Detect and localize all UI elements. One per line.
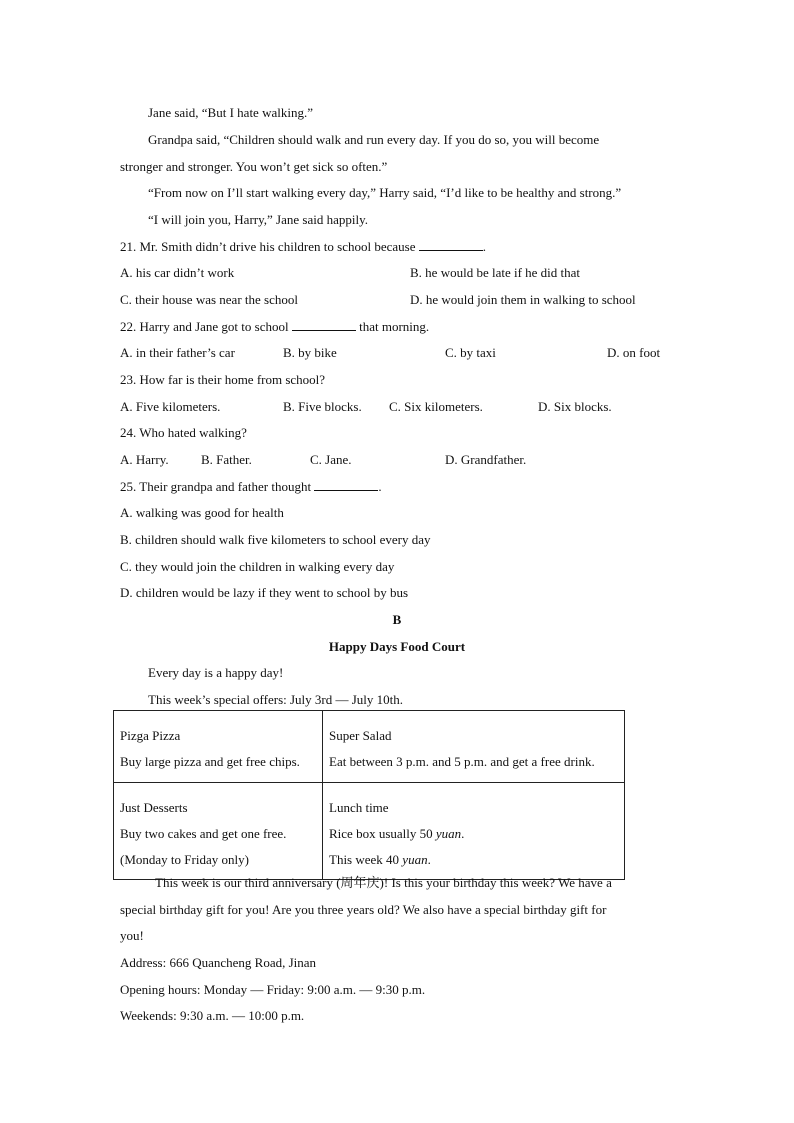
offer-desc: Buy two cakes and get one free. xyxy=(120,826,287,841)
anniversary-line-3: you! xyxy=(120,928,144,943)
answer-blank xyxy=(419,239,483,251)
offer-week-price xyxy=(329,847,618,873)
option-22c: C. by taxi xyxy=(445,345,496,360)
option-24d: D. Grandfather. xyxy=(445,452,527,467)
question-end: that morning. xyxy=(359,319,430,334)
section-title: Happy Days Food Court xyxy=(328,639,466,654)
offer-cell-desserts xyxy=(114,783,323,880)
question-21 xyxy=(120,239,486,255)
story-line-2: Grandpa said, “Children should walk and run every day. If you do so, you will become xyxy=(148,132,600,147)
story-line-3: stronger and stronger. You won’t get sick so often.” xyxy=(120,159,388,174)
address: Address: 666 Quancheng Road, Jinan xyxy=(120,955,317,970)
option-22b: B. by bike xyxy=(283,345,337,360)
section-label: B xyxy=(392,612,402,627)
price-end: . xyxy=(427,852,431,867)
option-25d: D. children would be lazy if they went to school by bus xyxy=(120,585,409,600)
anniversary-line-1: This week is our third anniversary (周年庆)! Is this your birthday this week? We have a xyxy=(155,875,612,890)
table-row xyxy=(114,783,625,880)
question-22 xyxy=(120,319,429,335)
offer-cell-salad xyxy=(323,711,625,783)
answer-blank xyxy=(314,479,378,491)
option-25b: B. children should walk five kilometers to school every day xyxy=(120,532,431,547)
anniversary-line-2: special birthday gift for you! Are you three years old? We also have a special birthday gift for xyxy=(120,902,607,917)
option-21c: C. their house was near the school xyxy=(120,292,298,307)
offers-table xyxy=(113,710,625,880)
hours-weekend: Weekends: 9:30 a.m. — 10:00 p.m. xyxy=(120,1008,305,1023)
offer-name: Lunch time xyxy=(329,800,389,815)
story-line-1: Jane said, “But I hate walking.” xyxy=(148,105,313,120)
option-21b: B. he would be late if he did that xyxy=(410,265,581,280)
offer-name: Super Salad xyxy=(329,728,392,743)
question-stem: 21. Mr. Smith didn’t drive his children to school because xyxy=(120,239,416,254)
option-24b: B. Father. xyxy=(201,452,252,467)
offer-desc: Eat between 3 p.m. and 5 p.m. and get a free drink. xyxy=(329,754,595,769)
question-end: . xyxy=(378,479,382,494)
question-stem: 22. Harry and Jane got to school xyxy=(120,319,289,334)
intro-line-1: Every day is a happy day! xyxy=(148,665,284,680)
option-21d: D. he would join them in walking to school xyxy=(410,292,636,307)
story-line-4: “From now on I’ll start walking every day,” Harry said, “I’d like to be healthy and strong.” xyxy=(148,185,622,200)
question-25 xyxy=(120,479,382,495)
offer-name: Pizga Pizza xyxy=(120,728,181,743)
option-22a: A. in their father’s car xyxy=(120,345,235,360)
option-23b: B. Five blocks. xyxy=(283,399,362,414)
option-23d: D. Six blocks. xyxy=(538,399,612,414)
currency-unit: yuan xyxy=(435,826,462,841)
question-24: 24. Who hated walking? xyxy=(120,425,247,440)
option-25a: A. walking was good for health xyxy=(120,505,284,520)
offer-cell-pizza xyxy=(114,711,323,783)
option-25c: C. they would join the children in walking every day xyxy=(120,559,395,574)
answer-blank xyxy=(292,319,356,331)
option-24c: C. Jane. xyxy=(310,452,352,467)
price-text: This week 40 xyxy=(329,852,400,867)
offer-name: Just Desserts xyxy=(120,800,188,815)
hours-weekday: Opening hours: Monday — Friday: 9:00 a.m. — 9:30 p.m. xyxy=(120,982,426,997)
option-24a: A. Harry. xyxy=(120,452,169,467)
option-22d: D. on foot xyxy=(607,345,661,360)
question-23: 23. How far is their home from school? xyxy=(120,372,326,387)
story-line-5: “I will join you, Harry,” Jane said happily. xyxy=(148,212,368,227)
table-row xyxy=(114,711,625,783)
question-stem: 25. Their grandpa and father thought xyxy=(120,479,312,494)
offer-cell-lunch xyxy=(323,783,625,880)
offer-desc: Buy large pizza and get free chips. xyxy=(120,754,300,769)
option-23a: A. Five kilometers. xyxy=(120,399,221,414)
intro-line-2: This week’s special offers: July 3rd — July 10th. xyxy=(148,692,404,707)
price-text: Rice box usually 50 xyxy=(329,826,433,841)
option-21a: A. his car didn’t work xyxy=(120,265,235,280)
offer-usual-price xyxy=(329,821,618,847)
option-23c: C. Six kilometers. xyxy=(389,399,483,414)
question-end: . xyxy=(482,239,486,254)
currency-unit: yuan xyxy=(402,852,428,867)
offer-note: (Monday to Friday only) xyxy=(120,852,249,867)
price-end: . xyxy=(461,826,465,841)
